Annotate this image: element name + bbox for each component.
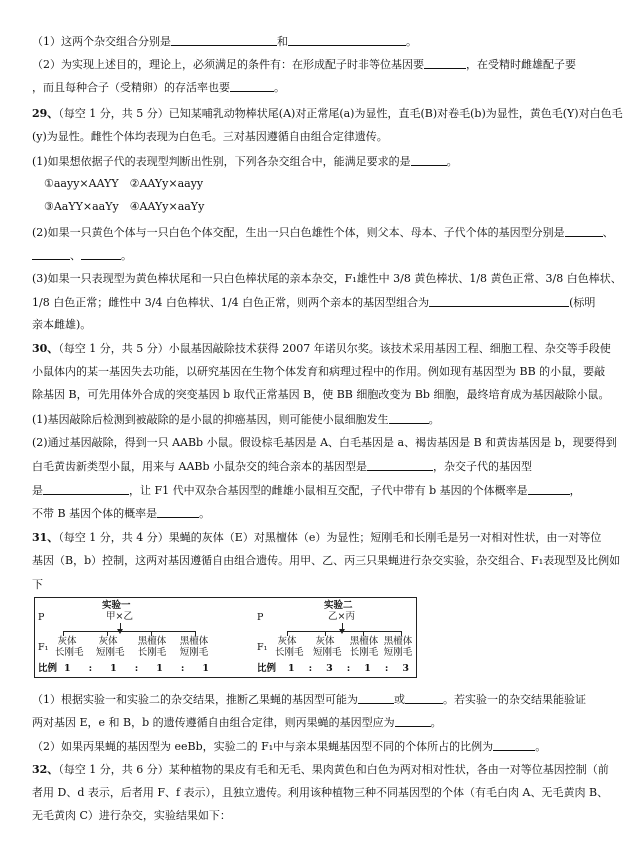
answer-blank[interactable] (358, 692, 394, 704)
exp1-f1-label: F₁ (38, 642, 49, 653)
exp2-ratio: 1 : 3 : 1 : 3 (288, 663, 410, 674)
answer-blank[interactable] (288, 34, 406, 46)
answer-blank[interactable] (493, 739, 535, 751)
answer-blank[interactable] (429, 295, 569, 307)
exp1-arrow (120, 623, 121, 630)
exp1-ratio: 1 : 1 : 1 : 1 (64, 663, 210, 674)
q31-text: 31、（每空 1 分，共 4 分）果蝇的灰体（E）对黑檀体（e）为显性；短刚毛和长刚毛是另一对相对性状，由一对等位 (32, 531, 602, 544)
answer-blank[interactable] (367, 459, 433, 471)
exp2-f1-label: F₁ (257, 642, 268, 653)
exp2-bracket (287, 631, 401, 632)
answer-blank[interactable] (171, 34, 277, 46)
answer-blank[interactable] (81, 248, 121, 260)
exp1-bracket (63, 631, 195, 632)
q31-sub2: （2）如果丙果蝇的基因型为 eeBb，实验二的 F₁中与亲本果蝇基因型不同的个体所占的比例为 。 (32, 740, 547, 753)
q28-part2-cont: ，而且每种合子（受精卵）的存活率也要 。 (32, 81, 285, 94)
q29-sub3: (3)如果一只表现型为黄色棒状尾和一只白色棒状尾的亲本杂交，F₁雄性中 3/8 黄色棒状、1/8 黄色正常、3/8 白色棒状、 (32, 272, 622, 285)
exp1-title: 实验一 (102, 600, 131, 611)
exp1-pheno-2: 灰体 短刚毛 (96, 636, 125, 658)
q30-sub2: (2)通过基因敲除，得到一只 AABb 小鼠。假设棕毛基因是 A、白毛基因是 a、褐齿基因是 B 和黄齿基因是 b，现要得到 (32, 436, 617, 449)
exam-page: （1）这两个杂交组合分别是 和 。 （2）为实现上述目的，理论上，必须满足的条件有：在形成配子时非等位基因要 ，在受精时雌雄配子要 ，而且每种合子（受精卵）的存活率也要 。 29、（每空 1 分，共 5 分）已知某哺乳动物棒状尾(A)对正常尾(a)为显性，直毛(B)对卷毛(b)为显性，黄色毛(Y)对白色毛 (y)为显性。雌性个体均表现为白色毛。三对基因遵循自由组合定律遗传。 (1)如果想依据子代的表现型判断出性别，下列各杂交组合中，能满足要求的是 。 ①aayy×AAYY ②AAYy×aayy ③AaYY×aaYy ④AAYy×aaYy (2)如果一只黄色个体与一只白色个体交配，生出一只白色雄性个体，则父本、母本、子代个体的基因型分别是 、 、 。 (3)如果一只表现型为黄色棒状尾和一只白色棒状尾的亲本杂交，F₁雄性中 3/8 黄色棒状、1/8 黄色正常、3/8 白色棒状、 1/8 白色正常；雌性中 3/4 白色棒状、1/4 白色正常，则两个亲本的基因型组合为 (标明 亲本雌雄)。 30、（每空 1 分，共 5 分）小鼠基因敲除技术获得 2007 年诺贝尔奖。该技术采用基因工程、细胞工程、杂交等手段使 小鼠体内的某一基因失去功能，以研究基因在生物个体发育和病理过程中的作用。例如现有基因型为 BB 的小鼠，要敲 除基因 B，可先用体外合成的突变基因 b 取代正常基因 B，使 BB 细胞改变为 Bb 细胞，最终培育成为基因敲除小鼠。 (1)基因敲除后检测到被敲除的是小鼠的抑癌基因，则可能使小鼠细胞发生 。 (2)通过基因敲除，得到一只 AABb 小鼠。假设棕毛基因是 A、白毛基因是 a、褐齿基因是 B 和黄齿基因是 b，现要得到 白毛黄齿新类型小鼠，用来与 AABb 小鼠杂交的纯合亲本的基因型是 ，杂交子代的基因型 是 ，让 F1 代中双杂合基因型的雌雄小鼠相互交配，子代中带有 b 基因的个体概率是 ， 不带 B 基因个体的概率是 。 31、（每空 1 分，共 4 分）果蝇的灰体（E）对黑檀体（e）为显性；短刚毛和长刚毛是另一对相对性状，由一对等位 基因（B，b）控制，这两对基因遵循自由组合遗传。用甲、乙、丙三只果蝇进行杂交实验，杂交组合、F₁表现型及比例如 下 实验一 P 甲×乙 F₁ 灰体 长刚毛 灰体 短刚毛 黑檀体 长刚毛 黑檀体 短刚毛 比例 1 : 1 : 1 : 1 实验二 P 乙×丙 F₁ 灰体 长刚毛 灰体 短刚毛 黑檀体 长刚毛 黑檀体 短刚毛 比例 1 : 3 : 1 : 3 （1）根据实验一和实验二的杂交结果，推断乙果蝇的基因型可能为 或 。若实验一的杂交结果能验证 两对基因 E，e 和 B，b 的遗传遵循自由组合定律，则丙果蝇的基因型应为 。 （2）如果丙果蝇的基因型为 eeBb，实验二的 F₁中与亲本果蝇基因型不同的个体所占的比例为 。 32、（每空 1 分，共 6 分）某种植物的果皮有毛和无毛、果肉黄色和白色为两对相对性状，各由一对等位基因控制（前 者用 D、d 表示，后者用 F、f 表示），且独立遗传。利用该种植物三种不同基因型的个体（有毛白肉 A、无毛黄肉 B、 无毛黄肉 C）进行杂交，实验结果如下： (32, 35, 623, 822)
exp2-arrow (342, 623, 343, 630)
q29-text: 29、（每空 1 分，共 5 分）已知某哺乳动物棒状尾(A)对正常尾(a)为显性，直毛(B)对卷毛(b)为显性，黄色毛(Y)对白色毛 (32, 107, 623, 120)
answer-blank[interactable] (43, 483, 129, 495)
q30-text: 30、（每空 1 分，共 5 分）小鼠基因敲除技术获得 2007 年诺贝尔奖。该技术采用基因工程、细胞工程、杂交等手段使 (32, 342, 611, 355)
exp1-pheno-1: 灰体 长刚毛 (55, 636, 84, 658)
answer-blank[interactable] (32, 248, 70, 260)
answer-blank[interactable] (424, 57, 466, 69)
q29-options-1: ①aayy×AAYY ②AAYy×aayy (44, 177, 204, 190)
q29-options-2: ③AaYY×aaYy ④AAYy×aaYy (44, 200, 205, 213)
exp1-p-label: P (38, 612, 45, 623)
exp2-pheno-3: 黑檀体 长刚毛 (349, 636, 379, 658)
answer-blank[interactable] (405, 692, 443, 704)
q28-part1: （1）这两个杂交组合分别是 和 。 (32, 35, 417, 48)
q29-sub2: (2)如果一只黄色个体与一只白色个体交配，生出一只白色雄性个体，则父本、母本、子代个体的基因型分别是 、 (32, 226, 614, 239)
answer-blank[interactable] (157, 506, 199, 518)
answer-blank[interactable] (230, 80, 274, 92)
exp1-cross: 甲×乙 (106, 611, 133, 622)
q32-text: 32、（每空 1 分，共 6 分）某种植物的果皮有毛和无毛、果肉黄色和白色为两对相对性状，各由一对等位基因控制（前 (32, 763, 609, 776)
answer-blank[interactable] (389, 412, 429, 424)
q29-sub1: (1)如果想依据子代的表现型判断出性别，下列各杂交组合中，能满足要求的是 。 (32, 155, 458, 168)
exp1-pheno-4: 黑檀体 短刚毛 (179, 636, 209, 658)
exp2-pheno-4: 黑檀体 短刚毛 (383, 636, 413, 658)
exp2-pheno-2: 灰体 短刚毛 (313, 636, 342, 658)
exp2-ratio-label: 比例 (257, 663, 277, 674)
cross-experiment-figure (34, 597, 417, 678)
q31-sub1: （1）根据实验一和实验二的杂交结果，推断乙果蝇的基因型可能为 或 。若实验一的杂交结果能验证 (32, 693, 586, 706)
q30-sub1: (1)基因敲除后检测到被敲除的是小鼠的抑癌基因，则可能使小鼠细胞发生 。 (32, 413, 440, 426)
answer-blank[interactable] (411, 154, 447, 166)
exp2-title: 实验二 (324, 600, 353, 611)
exp2-p-label: P (257, 612, 264, 623)
answer-blank[interactable] (528, 483, 570, 495)
exp1-pheno-3: 黑檀体 长刚毛 (137, 636, 167, 658)
exp2-pheno-1: 灰体 长刚毛 (275, 636, 304, 658)
answer-blank[interactable] (565, 225, 603, 237)
exp2-cross: 乙×丙 (328, 611, 355, 622)
exp1-ratio-label: 比例 (38, 663, 58, 674)
answer-blank[interactable] (395, 715, 431, 727)
q28-part2: （2）为实现上述目的，理论上，必须满足的条件有：在形成配子时非等位基因要 ，在受精时雌雄配子要 (32, 58, 576, 71)
